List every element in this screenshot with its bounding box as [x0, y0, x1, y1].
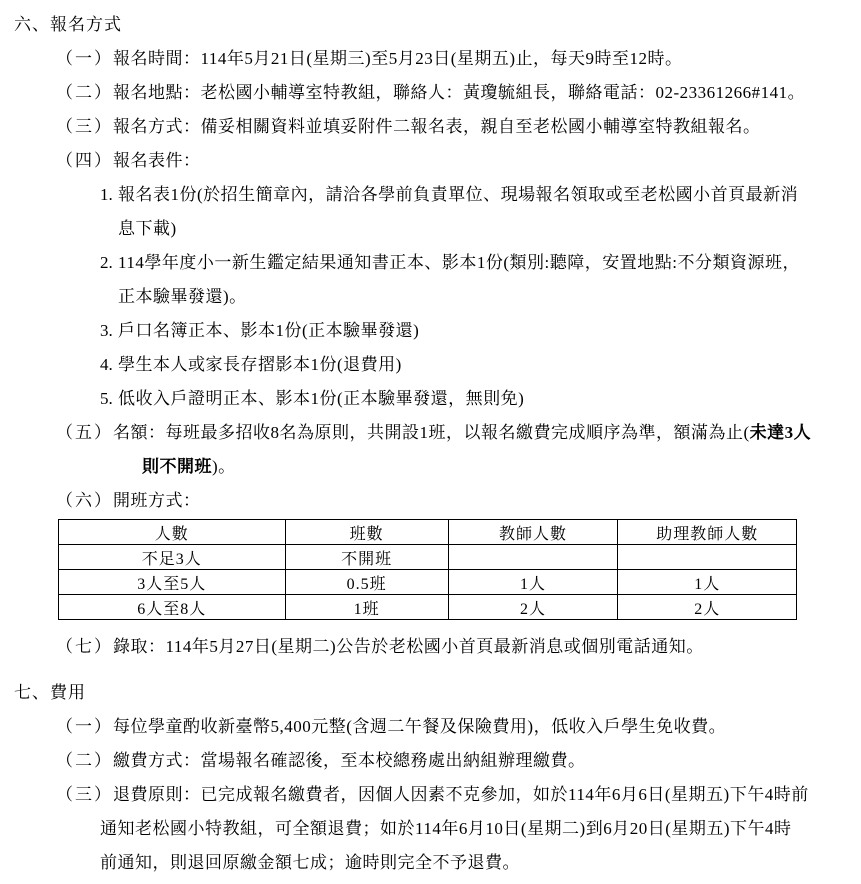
body-text: 報名方式：備妥相關資料並填妥附件二報名表，親自至老松國小輔導室特教組報名。 — [113, 117, 761, 136]
item-label: （七） — [56, 637, 113, 656]
body-text: 退費原則：已完成報名繳費者，因個人因素不克參加，如於114年6月6日(星期五)下午4時前 — [113, 785, 809, 804]
item-label: （三） — [56, 117, 113, 136]
item-label: 3. — [100, 321, 113, 340]
table-row — [59, 545, 797, 570]
text-line — [0, 144, 861, 178]
body-text: 正本驗畢發還)。 — [118, 287, 247, 306]
text-line — [0, 110, 861, 144]
paragraph — [0, 246, 861, 314]
text-line — [0, 484, 861, 518]
body-text: 通知老松國小特教組，可全額退費；如於114年6月10日(星期二)到6月20日(星期五)下午4時 — [100, 819, 792, 838]
text-line-continued — [0, 812, 861, 846]
text-line — [0, 246, 861, 280]
paragraph — [0, 314, 861, 348]
paragraph — [0, 630, 861, 664]
table-cell: 6人至8人 — [59, 595, 286, 620]
table-row — [59, 595, 797, 620]
table-row — [59, 570, 797, 595]
table-cell: 3人至5人 — [59, 570, 286, 595]
body-text: 報名表件： — [113, 151, 201, 170]
table-cell: 1班 — [285, 595, 448, 620]
table-cell: 2人 — [618, 595, 797, 620]
table-cell: 1人 — [618, 570, 797, 595]
text-line — [0, 76, 861, 110]
text-line-continued — [0, 280, 861, 314]
paragraph — [0, 744, 861, 778]
body-text: 學生本人或家長存摺影本1份(退費用) — [118, 355, 402, 374]
item-label: 4. — [100, 355, 113, 374]
emphasis-text: 則不開班 — [142, 457, 212, 476]
body-text: 繳費方式：當場報名確認後，至本校總務處出納組辦理繳費。 — [113, 751, 586, 770]
body-text: 報名表1份(於招生簡章內，請洽各學前負責單位、現場報名領取或至老松國小首頁最新消 — [118, 185, 799, 204]
text-line — [0, 178, 861, 212]
paragraph — [0, 178, 861, 246]
item-label: （二） — [56, 751, 113, 770]
section-heading: 六、報名方式 — [14, 15, 122, 34]
text-line — [0, 778, 861, 812]
item-label: （三） — [56, 785, 113, 804]
item-label: （一） — [56, 717, 113, 736]
table-header-cell: 人數 — [59, 520, 286, 545]
table-cell: 0.5班 — [285, 570, 448, 595]
paragraph — [0, 110, 861, 144]
section-heading: 七、費用 — [14, 683, 86, 702]
body-text: 報名時間：114年5月21日(星期三)至5月23日(星期五)止，每天9時至12時。 — [113, 49, 683, 68]
item-label: 2. — [100, 253, 113, 272]
paragraph — [0, 42, 861, 76]
body-text: 名額：每班最多招收8名為原則，共開設1班，以報名繳費完成順序為準，額滿為止( — [113, 423, 750, 442]
item-label: （一） — [56, 49, 113, 68]
body-text: 戶口名簿正本、影本1份(正本驗畢發還) — [118, 321, 420, 340]
text-line-continued — [0, 450, 861, 484]
table-header-cell: 班數 — [285, 520, 448, 545]
paragraph — [0, 144, 861, 178]
table-header-cell: 助理教師人數 — [618, 520, 797, 545]
paragraph — [0, 484, 861, 518]
body-text: 低收入戶證明正本、影本1份(正本驗畢發還，無則免) — [118, 389, 525, 408]
body-text: 開班方式： — [113, 491, 201, 510]
text-line — [0, 382, 861, 416]
item-label: 5. — [100, 389, 113, 408]
table-cell — [618, 545, 797, 570]
body-text: 報名地點：老松國小輔導室特教組，聯絡人：黃瓊毓組長，聯絡電話：02-23361266#141。 — [113, 83, 806, 102]
body-text: )。 — [212, 457, 236, 476]
table-cell: 不開班 — [285, 545, 448, 570]
paragraph — [0, 778, 861, 880]
item-label: （二） — [56, 83, 113, 102]
text-line-continued — [0, 212, 861, 246]
body-text: 114學年度小一新生鑑定結果通知書正本、影本1份(類別:聽障，安置地點:不分類資源班， — [118, 253, 800, 272]
table-cell: 2人 — [448, 595, 618, 620]
item-label: （五） — [56, 423, 113, 442]
item-label: 1. — [100, 185, 113, 204]
text-line — [0, 744, 861, 778]
text-line — [0, 348, 861, 382]
emphasis-text: 未達3人 — [749, 423, 812, 442]
table-cell: 不足3人 — [59, 545, 286, 570]
text-line-continued — [0, 846, 861, 880]
paragraph — [0, 382, 861, 416]
body-text: 錄取：114年5月27日(星期二)公告於老松國小首頁最新消息或個別電話通知。 — [113, 637, 704, 656]
body-text: 息下載) — [118, 219, 177, 238]
text-line — [0, 42, 861, 76]
text-line — [0, 416, 861, 450]
paragraph — [0, 348, 861, 382]
text-line — [0, 710, 861, 744]
body-text: 前通知，則退回原繳金額七成；逾時則完全不予退費。 — [100, 853, 520, 872]
paragraph — [0, 76, 861, 110]
table-header-cell: 教師人數 — [448, 520, 618, 545]
table-cell — [448, 545, 618, 570]
paragraph — [0, 416, 861, 484]
table-header-row — [59, 520, 797, 545]
item-label: （六） — [56, 491, 113, 510]
text-line — [0, 630, 861, 664]
paragraph — [0, 710, 861, 744]
body-text: 每位學童酌收新臺幣5,400元整(含週二午餐及保險費用)，低收入戶學生免收費。 — [113, 717, 727, 736]
text-line — [0, 314, 861, 348]
class-arrangement-table — [58, 519, 797, 620]
table-cell: 1人 — [448, 570, 618, 595]
item-label: （四） — [56, 151, 113, 170]
